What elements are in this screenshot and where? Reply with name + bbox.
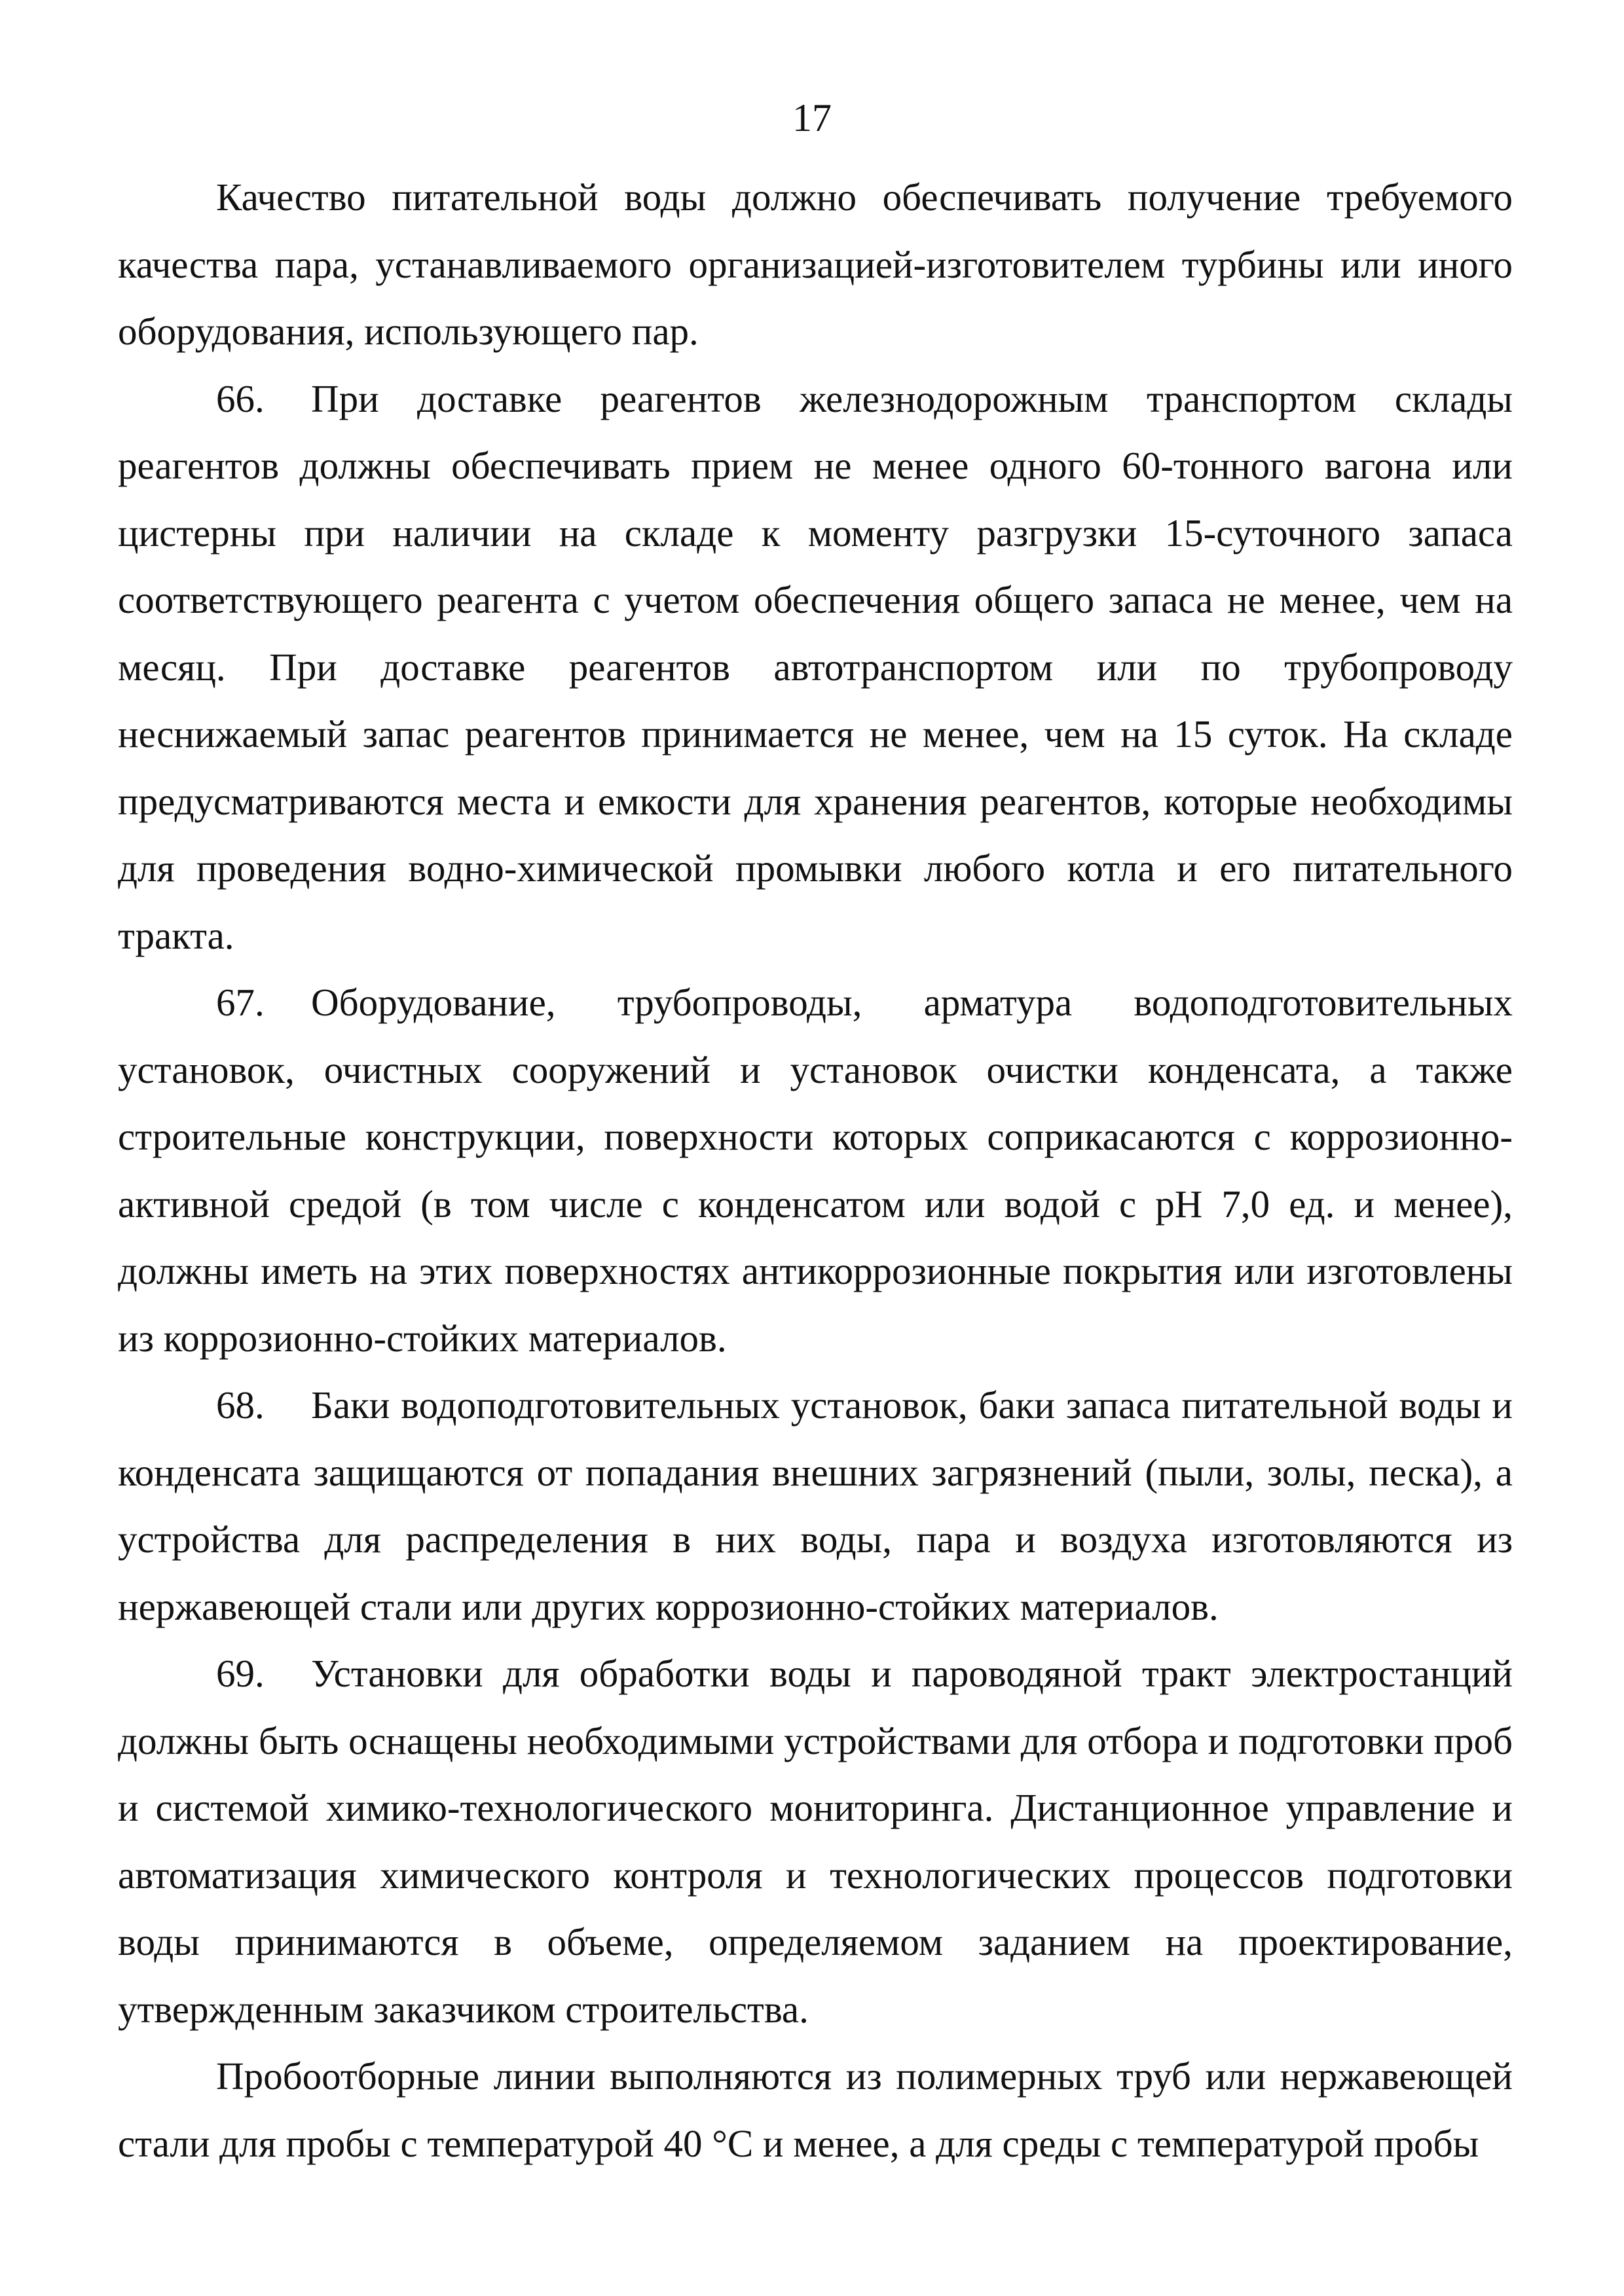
paragraph-number: 69. — [216, 1652, 265, 1695]
paragraph-66 — [118, 365, 1513, 970]
paragraph-number: 68. — [216, 1383, 265, 1427]
paragraph-text: Пробоотборные линии выполняются из полимерных труб или нержавеющей стали для пробы с температурой 40 °С и менее, а для среды с температурой пробы — [118, 2054, 1513, 2165]
paragraph-text: При доставке реагентов железнодорожным транспортом склады реагентов должны обеспечивать прием не менее одного 60-тонного вагона или цистерны при наличии на складе к моменту разгрузки 15-суточного запаса соответствующего реагента с учетом обеспечения общего запаса не менее, чем на месяц. При доставке реагентов автотранспортом или по трубопроводу неснижаемый запас реагентов принимается не менее, чем на 15 суток. На складе предусматриваются места и емкости для хранения реагентов, которые необходимы для проведения водно-химической промывки любого котла и его питательного тракта. — [118, 376, 1513, 957]
paragraph-text: Качество питательной воды должно обеспечивать получение требуемого качества пара, устанавливаемого организацией-изготовителем турбины или иного оборудования, использующего пар. — [118, 175, 1513, 353]
paragraph-number: 66. — [216, 376, 265, 420]
paragraph-text: Установки для обработки воды и пароводяной тракт электростанций должны быть оснащены необходимыми устройствами для отбора и подготовки проб и системой химико-технологического мониторинга. Дистанционное управление и автоматизация химического контроля и технологических процессов подготовки воды принимаются в объеме, определяемом заданием на проектирование, утвержденным заказчиком строительства. — [118, 1652, 1513, 2031]
page-number: 17 — [792, 96, 832, 139]
paragraph-69 — [118, 1640, 1513, 2043]
paragraph-67 — [118, 969, 1513, 1372]
paragraph-feedwater-quality — [118, 164, 1513, 365]
document-body — [118, 164, 1513, 2177]
paragraph-sampling-lines — [118, 2043, 1513, 2177]
paragraph-text: Баки водоподготовительных установок, баки запаса питательной воды и конденсата защищаются от попадания внешних загрязнений (пыли, золы, песка), а устройства для распределения в них воды, пара и воздуха изготовляются из нержавеющей стали или других коррозионно-стойких материалов. — [118, 1383, 1513, 1628]
paragraph-68 — [118, 1372, 1513, 1640]
paragraph-number: 67. — [216, 981, 265, 1024]
paragraph-text: Оборудование, трубопроводы, арматура водоподготовительных установок, очистных сооружений и установок очистки конденсата, а также строительные конструкции, поверхности которых соприкасаются с коррозионно-активной средой (в том числе с конденсатом или водой с pH 7,0 ед. и менее), должны иметь на этих поверхностях антикоррозионные покрытия или изготовлены из коррозионно-стойких материалов. — [118, 981, 1513, 1360]
